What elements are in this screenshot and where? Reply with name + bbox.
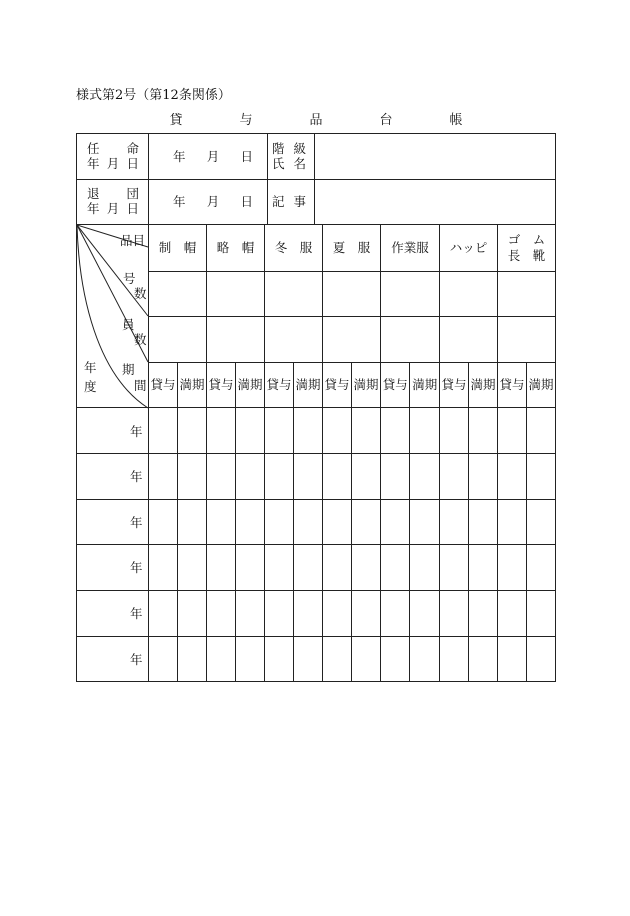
subcolumn-divider <box>177 362 178 682</box>
appointment-label-row2 <box>87 157 139 171</box>
item-name-char: 冬 <box>274 240 288 255</box>
item-name-char: 略 <box>216 240 230 255</box>
remarks-label-char: 事 <box>293 194 306 209</box>
name-label-char: 氏 <box>272 156 285 171</box>
column-divider <box>314 134 315 224</box>
retirement-label-char: 月 <box>106 201 120 216</box>
form-number: 様式第2号（第12条関係） <box>76 88 231 103</box>
item-name-char: 服 <box>357 240 371 255</box>
rank-label-char: 級 <box>293 141 306 156</box>
loan-subheader: 貸与 <box>382 377 408 392</box>
item-name-char: 帽 <box>183 240 197 255</box>
expiry-subheader: 満期 <box>179 377 205 392</box>
loan-items-ledger-table <box>76 133 556 682</box>
subcolumn-divider <box>293 362 294 682</box>
retirement-label-row2 <box>87 202 139 216</box>
item-header-rubber-boots-line2: 長 靴 <box>507 248 546 263</box>
corner-label-size-b: 数 <box>134 286 147 301</box>
date-day-label: 日 <box>240 149 253 164</box>
column-divider <box>206 224 207 682</box>
loan-subheader: 貸与 <box>208 377 234 392</box>
corner-label-staff-a: 員 <box>122 317 135 332</box>
subcolumn-divider <box>351 362 352 682</box>
row-divider <box>77 590 555 591</box>
retirement-label-char: 日 <box>126 201 139 216</box>
row-divider <box>77 636 555 637</box>
date-month-label: 月 <box>206 149 220 164</box>
appointment-date-field <box>173 150 253 164</box>
loan-subheader: 貸与 <box>266 377 292 392</box>
column-divider <box>497 224 498 682</box>
item-header-rubber-boots-line1: ゴ ム <box>507 232 546 247</box>
row-divider <box>77 453 555 454</box>
date-year-label: 年 <box>173 194 186 209</box>
expiry-subheader: 満期 <box>528 377 554 392</box>
retirement-date-field <box>173 195 253 209</box>
corner-label-fiscal-a: 年 <box>84 360 97 375</box>
item-header-summer-uniform <box>323 241 380 255</box>
appointment-label-char: 命 <box>126 141 139 156</box>
item-name-char: 夏 <box>332 240 346 255</box>
item-header-uniform-cap <box>149 241 206 255</box>
appointment-label-char: 日 <box>126 156 139 171</box>
year-row-label: 年 <box>130 652 143 667</box>
item-name-char: 服 <box>299 240 313 255</box>
item-header-winter-uniform <box>265 241 322 255</box>
retirement-label-char: 団 <box>126 186 139 201</box>
date-year-label: 年 <box>173 149 186 164</box>
year-row-label: 年 <box>130 515 143 530</box>
expiry-subheader: 満期 <box>353 377 379 392</box>
expiry-subheader: 満期 <box>295 377 321 392</box>
retirement-label-char: 年 <box>87 201 100 216</box>
appointment-label-char: 任 <box>87 141 100 156</box>
item-name-char: 制 <box>158 240 172 255</box>
column-divider <box>380 224 381 682</box>
item-name-char: 帽 <box>241 240 255 255</box>
column-divider <box>148 134 149 224</box>
loan-subheader: 貸与 <box>499 377 525 392</box>
remarks-label-char: 記 <box>272 194 285 209</box>
rank-label <box>272 142 306 156</box>
year-row-label: 年 <box>130 606 143 621</box>
item-header-work-clothes: 作業服 <box>391 240 429 255</box>
column-divider <box>439 224 440 682</box>
corner-label-fiscal-b: 度 <box>84 379 97 394</box>
appointment-label-char: 年 <box>87 156 100 171</box>
date-day-label: 日 <box>240 194 253 209</box>
item-header-happi-coat: ハッピ <box>449 240 488 255</box>
document-title: 貸 与 品 台 帳 <box>169 113 485 128</box>
year-row-label: 年 <box>130 469 143 484</box>
corner-label-period-a: 期 <box>122 362 135 377</box>
year-row-label: 年 <box>130 424 143 439</box>
appointment-label-row1 <box>87 142 139 156</box>
date-month-label: 月 <box>206 194 220 209</box>
retirement-label-char: 退 <box>87 186 100 201</box>
rank-label-char: 階 <box>272 141 285 156</box>
column-divider <box>322 224 323 682</box>
loan-subheader: 貸与 <box>324 377 350 392</box>
corner-label-size-a: 号 <box>123 271 136 286</box>
expiry-subheader: 満期 <box>470 377 496 392</box>
row-divider <box>148 316 555 317</box>
row-divider <box>148 271 555 272</box>
row-divider <box>77 407 555 408</box>
corner-label-item: 品目 <box>120 233 146 248</box>
remarks-label <box>272 195 306 209</box>
corner-label-period-b: 間 <box>134 378 147 393</box>
appointment-label-char: 月 <box>106 156 120 171</box>
expiry-subheader: 満期 <box>412 377 438 392</box>
loan-subheader: 貸与 <box>150 377 176 392</box>
name-label-char: 名 <box>293 156 306 171</box>
subcolumn-divider <box>235 362 236 682</box>
subcolumn-divider <box>409 362 410 682</box>
retirement-label-row1 <box>87 187 139 201</box>
row-divider <box>77 499 555 500</box>
year-row-label: 年 <box>130 560 143 575</box>
column-divider <box>264 224 265 682</box>
loan-subheader: 貸与 <box>441 377 467 392</box>
corner-label-staff-b: 数 <box>134 332 147 347</box>
item-header-casual-cap <box>207 241 264 255</box>
row-divider <box>77 544 555 545</box>
column-divider <box>267 134 268 224</box>
subcolumn-divider <box>526 362 527 682</box>
name-label <box>272 157 306 171</box>
subcolumn-divider <box>468 362 469 682</box>
expiry-subheader: 満期 <box>237 377 263 392</box>
